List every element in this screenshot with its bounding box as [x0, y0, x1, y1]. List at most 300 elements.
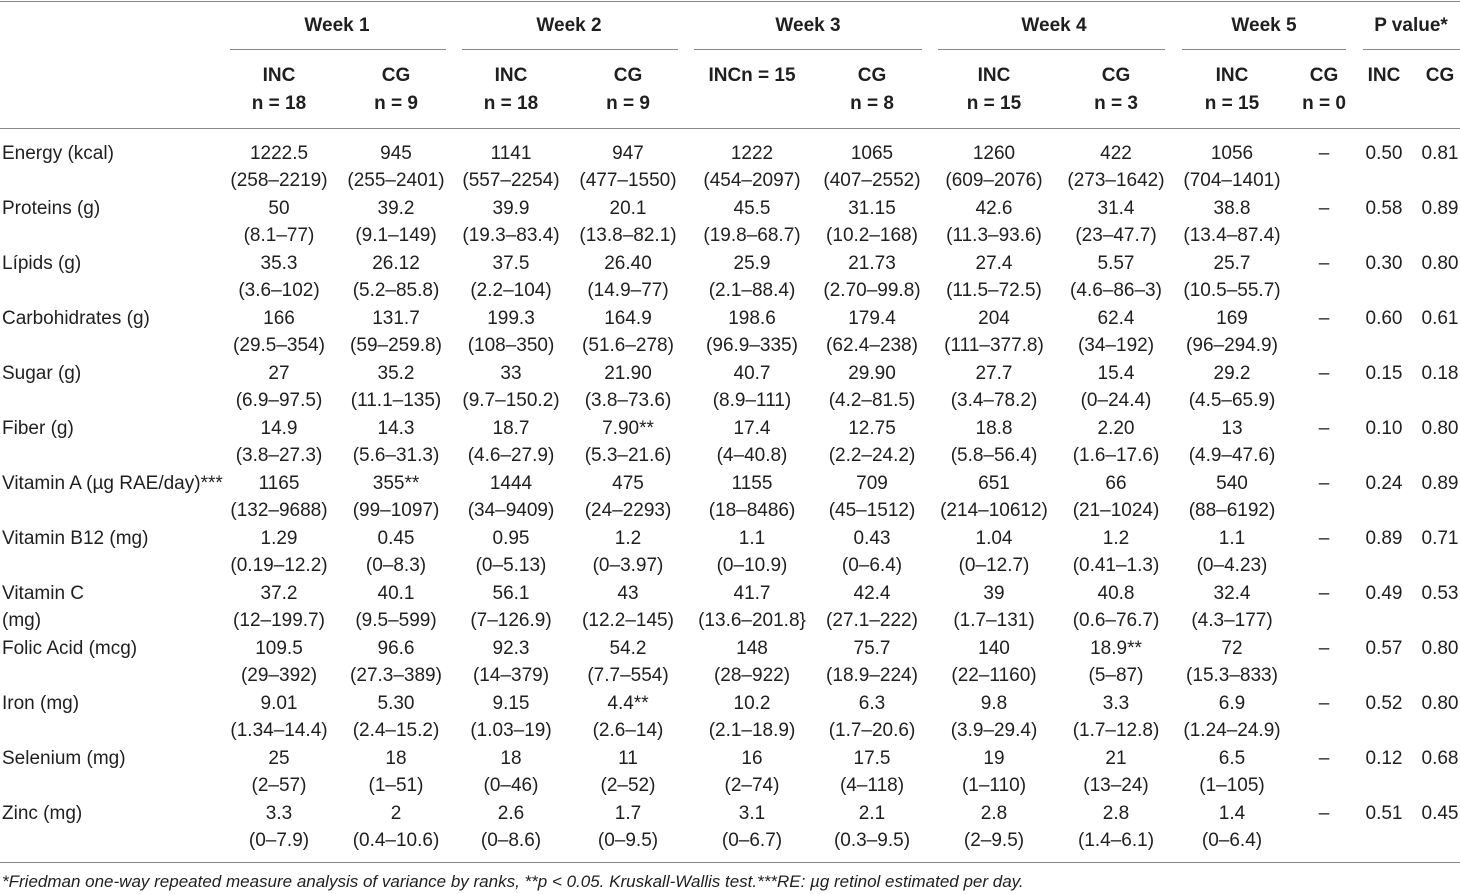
table-cell-range: (3.6–102)	[238, 280, 320, 301]
row-label: Vitamin C	[2, 583, 85, 604]
table-cell-value: 1.1	[1218, 528, 1246, 549]
table-cell-value: –	[1318, 748, 1330, 769]
table-cell-value: 0.68	[1421, 748, 1459, 769]
group-size: n = 8	[850, 93, 894, 114]
table-cell-value: 0.80	[1421, 418, 1459, 439]
table-cell-range: (0–9.5)	[597, 830, 659, 851]
table-cell-range: (2–57)	[251, 775, 307, 796]
table-cell-range: (10.5–55.7)	[1183, 280, 1281, 301]
group-header: CG	[613, 65, 643, 86]
table-cell-value: 6.3	[858, 693, 886, 714]
table-cell-value: 0.50	[1365, 143, 1403, 164]
table-cell-value: 17.5	[853, 748, 891, 769]
table-cell-value: 0.45	[1421, 803, 1459, 824]
week-header: Week 5	[1231, 15, 1297, 36]
table-cell-value: 66	[1105, 473, 1127, 494]
row-label: Carbohidrates (g)	[2, 308, 150, 329]
table-cell-value: 21	[1105, 748, 1127, 769]
table-cell-range: (1.7–20.6)	[828, 720, 916, 741]
table-cell-value: 0.81	[1421, 143, 1459, 164]
table-cell-value: 540	[1216, 473, 1248, 494]
table-cell-range: (108–350)	[467, 335, 555, 356]
table-cell-value: –	[1318, 143, 1330, 164]
table-cell-range: (19.3–83.4)	[462, 225, 560, 246]
week-header-underline	[462, 49, 678, 50]
group-header: CG	[381, 65, 411, 86]
table-cell-value: 37.2	[260, 583, 298, 604]
table-cell-range: (0.3–9.5)	[833, 830, 911, 851]
week-header-underline	[694, 49, 922, 50]
top-rule	[0, 1, 1460, 2]
table-cell-value: 35.3	[260, 253, 298, 274]
table-cell-range: (14.9–77)	[587, 280, 669, 301]
table-cell-value: 198.6	[728, 308, 776, 329]
table-cell-value: 0.58	[1365, 198, 1403, 219]
table-cell-value: 1.4	[1218, 803, 1246, 824]
table-cell-range: (96.9–335)	[706, 335, 798, 356]
table-cell-value: 96.6	[377, 638, 415, 659]
table-cell-range: (8.9–111)	[712, 390, 792, 411]
table-cell-value: –	[1318, 308, 1330, 329]
table-cell-value: 43	[617, 583, 639, 604]
table-cell-value: 27.7	[975, 363, 1013, 384]
table-cell-value: 1.2	[614, 528, 642, 549]
table-cell-value: 4.4**	[607, 693, 649, 714]
table-cell-value: –	[1318, 528, 1330, 549]
group-size: n = 18	[483, 93, 539, 114]
table-cell-value: 0.89	[1365, 528, 1403, 549]
table-cell-range: (8.1–77)	[243, 225, 315, 246]
table-cell-value: 54.2	[609, 638, 647, 659]
group-size: n = 0	[1302, 93, 1346, 114]
week-header-underline	[230, 49, 446, 50]
table-cell-range: (11.5–72.5)	[946, 280, 1042, 301]
table-cell-range: (0–5.13)	[475, 555, 547, 576]
table-cell-value: 50	[268, 198, 290, 219]
table-cell-value: 12.75	[848, 418, 896, 439]
table-cell-range: (96–294.9)	[1186, 335, 1278, 356]
table-cell-range: (3.8–73.6)	[584, 390, 672, 411]
table-cell-value: 17.4	[733, 418, 771, 439]
table-cell-range: (704–1401)	[1183, 170, 1281, 191]
table-cell-value: 13	[1221, 418, 1243, 439]
table-cell-range: (0–3.97)	[592, 555, 664, 576]
table-cell-range: (1.03–19)	[470, 720, 552, 741]
table-cell-value: 204	[978, 308, 1010, 329]
table-cell-range: (5–87)	[1088, 665, 1144, 686]
table-cell-range: (0–12.7)	[958, 555, 1030, 576]
table-cell-range: (0–6.4)	[1201, 830, 1263, 851]
table-cell-range: (18.9–224)	[826, 665, 918, 686]
table-cell-value: 21.73	[848, 253, 896, 274]
table-cell-range: (9.1–149)	[355, 225, 437, 246]
table-cell-range: (2.2–24.2)	[828, 445, 916, 466]
table-cell-range: (4.6–27.9)	[467, 445, 555, 466]
group-header: CG	[1101, 65, 1131, 86]
table-cell-range: (1.7–131)	[953, 610, 1035, 631]
table-cell-range: (132–9688)	[230, 500, 328, 521]
table-cell-range: (4.2–81.5)	[828, 390, 916, 411]
table-cell-value: 109.5	[255, 638, 303, 659]
table-cell-value: 1.1	[738, 528, 766, 549]
table-cell-value: 40.7	[733, 363, 771, 384]
table-cell-range: (27.1–222)	[826, 610, 918, 631]
table-cell-range: (557–2254)	[462, 170, 560, 191]
week-header: Week 4	[1021, 15, 1087, 36]
row-label: Lípids (g)	[2, 253, 82, 274]
table-cell-range: (27.3–389)	[350, 665, 442, 686]
table-cell-range: (4.9–47.6)	[1188, 445, 1276, 466]
row-label: Selenium (mg)	[2, 748, 126, 769]
table-cell-range: (1–51)	[368, 775, 424, 796]
table-cell-range: (0–46)	[483, 775, 539, 796]
table-cell-range: (13–24)	[1083, 775, 1149, 796]
table-cell-range: (2.6–14)	[592, 720, 664, 741]
table-cell-value: 18	[500, 748, 522, 769]
table-cell-value: 1444	[489, 473, 533, 494]
table-cell-range: (34–192)	[1077, 335, 1155, 356]
group-size: n = 3	[1094, 93, 1138, 114]
group-header: INC	[1215, 65, 1249, 86]
group-header: INCn = 15	[708, 65, 796, 86]
table-cell-value: 42.4	[853, 583, 891, 604]
table-cell-range: (477–1550)	[579, 170, 677, 191]
table-cell-range: (1.4–6.1)	[1077, 830, 1155, 851]
table-cell-value: 0.52	[1365, 693, 1403, 714]
table-cell-range: (0–7.9)	[248, 830, 310, 851]
table-cell-value: 15.4	[1097, 363, 1135, 384]
table-cell-range: (2.4–15.2)	[352, 720, 440, 741]
table-cell-value: 1.7	[614, 803, 642, 824]
table-cell-value: 179.4	[848, 308, 896, 329]
table-cell-value: 16	[741, 748, 763, 769]
table-cell-value: 2	[390, 803, 402, 824]
table-cell-value: 25.9	[733, 253, 771, 274]
table-cell-range: (19.8–68.7)	[703, 225, 801, 246]
table-cell-value: 1222.5	[249, 143, 309, 164]
table-cell-value: 39	[983, 583, 1005, 604]
table-cell-value: 41.7	[733, 583, 771, 604]
table-cell-range: (23–47.7)	[1075, 225, 1157, 246]
table-cell-value: 3.3	[1102, 693, 1130, 714]
table-cell-range: (4–118)	[839, 775, 905, 796]
table-cell-value: –	[1318, 803, 1330, 824]
header-rule	[0, 128, 1460, 129]
table-footnote: *Friedman one-way repeated measure analysis of variance by ranks, **p < 0.05. Kruskall-Wallis test.***RE: µg retinol estimated per day.	[2, 872, 1024, 891]
table-cell-range: (5.8–56.4)	[950, 445, 1038, 466]
table-cell-range: (14–379)	[472, 665, 550, 686]
table-cell-range: (15.3–833)	[1186, 665, 1278, 686]
table-cell-value: 0.95	[492, 528, 530, 549]
table-cell-value: –	[1318, 363, 1330, 384]
table-cell-value: 1056	[1210, 143, 1254, 164]
table-cell-value: 0.80	[1421, 253, 1459, 274]
table-cell-range: (0.6–76.7)	[1072, 610, 1160, 631]
group-header: INC	[1367, 65, 1401, 86]
table-cell-range: (12.2–145)	[582, 610, 674, 631]
table-cell-range: (2.1–88.4)	[708, 280, 796, 301]
table-cell-range: (2–52)	[600, 775, 656, 796]
table-cell-range: (34–9409)	[467, 500, 555, 521]
table-cell-value: 27.4	[975, 253, 1013, 274]
table-cell-value: 2.8	[980, 803, 1008, 824]
group-size: n = 9	[606, 93, 650, 114]
table-cell-range: (0–8.3)	[365, 555, 427, 576]
table-cell-range: (62.4–238)	[826, 335, 918, 356]
table-cell-value: 0.60	[1365, 308, 1403, 329]
table-cell-range: (11.1–135)	[350, 390, 442, 411]
table-cell-range: (88–6192)	[1188, 500, 1276, 521]
table-cell-value: 27	[268, 363, 290, 384]
table-cell-range: (0–10.9)	[716, 555, 788, 576]
table-cell-range: (1.7–12.8)	[1072, 720, 1160, 741]
table-cell-value: 75.7	[853, 638, 891, 659]
table-cell-value: 1155	[731, 473, 773, 494]
table-cell-range: (214–10612)	[940, 500, 1048, 521]
table-cell-range: (0–6.4)	[841, 555, 903, 576]
table-cell-range: (18–8486)	[708, 500, 796, 521]
table-cell-range: (0.4–10.6)	[352, 830, 440, 851]
table-cell-value: 10.2	[733, 693, 771, 714]
table-cell-range: (9.5–599)	[355, 610, 437, 631]
table-cell-value: 0.61	[1421, 308, 1459, 329]
table-cell-value: 39.9	[492, 198, 530, 219]
week-header: Week 2	[536, 15, 602, 36]
table-cell-range: (2.2–104)	[470, 280, 552, 301]
table-cell-range: (609–2076)	[945, 170, 1043, 191]
table-cell-value: 0.12	[1365, 748, 1403, 769]
table-cell-value: 1222	[730, 143, 774, 164]
table-cell-value: 3.3	[265, 803, 293, 824]
table-cell-range: (407–2552)	[823, 170, 921, 191]
table-cell-value: 9.15	[492, 693, 530, 714]
table-cell-range: (7–126.9)	[470, 610, 552, 631]
table-cell-value: 709	[856, 473, 888, 494]
table-cell-value: 0.15	[1365, 363, 1403, 384]
table-cell-range: (5.6–31.3)	[352, 445, 440, 466]
row-label: Vitamin A (µg RAE/day)***	[2, 473, 223, 494]
group-header: INC	[977, 65, 1011, 86]
table-cell-range: (0–4.23)	[1196, 555, 1268, 576]
table-cell-value: 355**	[372, 473, 420, 494]
table-cell-value: 651	[978, 473, 1010, 494]
week-header-underline	[938, 49, 1165, 50]
table-cell-value: 2.6	[497, 803, 525, 824]
table-cell-value: 1.2	[1102, 528, 1130, 549]
table-cell-value: –	[1318, 253, 1330, 274]
table-cell-range: (6.9–97.5)	[235, 390, 323, 411]
table-cell-value: 25.7	[1213, 253, 1251, 274]
table-cell-value: 199.3	[487, 308, 535, 329]
table-cell-range: (1–105)	[1199, 775, 1265, 796]
table-cell-value: 0.43	[853, 528, 891, 549]
table-cell-value: 0.45	[377, 528, 415, 549]
group-header: CG	[857, 65, 887, 86]
table-cell-range: (2–74)	[724, 775, 780, 796]
table-cell-value: 148	[736, 638, 768, 659]
table-cell-range: (0–24.4)	[1080, 390, 1152, 411]
bottom-rule	[0, 862, 1460, 863]
week-header-underline	[1182, 49, 1346, 50]
table-cell-range: (2.1–18.9)	[708, 720, 796, 741]
table-cell-value: –	[1318, 693, 1330, 714]
table-cell-range: (4.3–177)	[1191, 610, 1273, 631]
table-cell-value: 45.5	[733, 198, 771, 219]
table-cell-value: 38.8	[1213, 198, 1251, 219]
table-cell-value: 0.89	[1421, 198, 1459, 219]
week-header: P value*	[1374, 15, 1448, 36]
table-cell-range: (4.6–86–3)	[1070, 280, 1162, 301]
table-cell-value: 0.80	[1421, 693, 1459, 714]
table-cell-value: 6.5	[1218, 748, 1246, 769]
row-label: Proteins (g)	[2, 198, 101, 219]
table-cell-range: (258–2219)	[230, 170, 328, 191]
row-label: Iron (mg)	[2, 693, 80, 714]
group-size: n = 18	[251, 93, 307, 114]
table-cell-value: –	[1318, 198, 1330, 219]
table-cell-value: 26.12	[372, 253, 420, 274]
table-cell-value: 2.20	[1097, 418, 1135, 439]
week-header: Week 1	[304, 15, 370, 36]
table-cell-value: 14.9	[260, 418, 298, 439]
table-cell-value: 1260	[972, 143, 1016, 164]
table-cell-value: 1165	[258, 473, 300, 494]
table-cell-range: (0–8.6)	[480, 830, 542, 851]
table-cell-range: (3.9–29.4)	[950, 720, 1038, 741]
table-cell-value: 1.29	[260, 528, 298, 549]
table-cell-range: (9.7–150.2)	[462, 390, 560, 411]
table-cell-value: 5.57	[1097, 253, 1135, 274]
table-cell-value: 0.24	[1365, 473, 1403, 494]
table-cell-value: 62.4	[1097, 308, 1135, 329]
row-label: Zinc (mg)	[2, 803, 83, 824]
table-cell-value: 18.9**	[1090, 638, 1142, 659]
table-cell-range: (29–392)	[240, 665, 318, 686]
group-size: n = 15	[966, 93, 1022, 114]
table-cell-value: 1141	[490, 143, 532, 164]
table-cell-range: (1.34–14.4)	[230, 720, 328, 741]
table-cell-value: 92.3	[492, 638, 530, 659]
table-cell-range: (4–40.8)	[716, 445, 788, 466]
table-cell-value: 475	[612, 473, 644, 494]
table-cell-value: 3.1	[738, 803, 766, 824]
table-cell-value: 0.10	[1365, 418, 1403, 439]
row-label: Energy (kcal)	[2, 143, 114, 164]
week-header: Week 3	[775, 15, 841, 36]
table-cell-value: –	[1318, 418, 1330, 439]
table-cell-range: (0–6.7)	[721, 830, 783, 851]
group-header: INC	[494, 65, 528, 86]
table-cell-value: 18.8	[975, 418, 1013, 439]
table-cell-value: 9.01	[260, 693, 298, 714]
table-cell-value: 0.49	[1365, 583, 1403, 604]
table-cell-value: 164.9	[604, 308, 652, 329]
table-cell-range: (0.41–1.3)	[1072, 555, 1160, 576]
table-cell-value: –	[1318, 473, 1330, 494]
table-cell-value: 0.80	[1421, 638, 1459, 659]
table-cell-range: (0.19–12.2)	[230, 555, 328, 576]
table-cell-range: (24–2293)	[584, 500, 672, 521]
table-cell-range: (7.7–554)	[587, 665, 669, 686]
table-cell-value: 37.5	[492, 253, 530, 274]
table-cell-value: 166	[263, 308, 295, 329]
table-cell-value: 18	[385, 748, 407, 769]
table-cell-range: (1.24–24.9)	[1183, 720, 1281, 741]
group-size: n = 15	[1204, 93, 1260, 114]
table-cell-value: 7.90**	[602, 418, 654, 439]
table-cell-range: (4.5–65.9)	[1188, 390, 1276, 411]
table-cell-value: 11	[618, 748, 638, 769]
table-cell-value: 56.1	[492, 583, 530, 604]
table-cell-range: (45–1512)	[828, 500, 916, 521]
table-cell-value: 35.2	[377, 363, 415, 384]
table-cell-value: 29.2	[1213, 363, 1251, 384]
table-cell-range: (21–1024)	[1072, 500, 1160, 521]
table-cell-value: 0.57	[1365, 638, 1403, 659]
table-cell-value: –	[1318, 638, 1330, 659]
table-cell-range: (22–1160)	[951, 665, 1037, 686]
table-cell-value: 26.40	[604, 253, 652, 274]
row-label: Fiber (g)	[2, 418, 74, 439]
table-cell-range: (10.2–168)	[826, 225, 918, 246]
table-cell-value: 9.8	[980, 693, 1008, 714]
table-cell-value: 29.90	[848, 363, 896, 384]
table-cell-range: (59–259.8)	[350, 335, 442, 356]
table-cell-range: (3.8–27.3)	[235, 445, 323, 466]
table-cell-range: (255–2401)	[347, 170, 445, 191]
table-cell-value: 19	[983, 748, 1005, 769]
table-cell-value: 42.6	[975, 198, 1013, 219]
table-cell-range: (3.4–78.2)	[950, 390, 1038, 411]
table-cell-value: 1065	[850, 143, 894, 164]
table-cell-value: 31.4	[1097, 198, 1135, 219]
table-cell-range: (28–922)	[713, 665, 791, 686]
row-label: Vitamin B12 (mg)	[2, 528, 149, 549]
table-cell-value: 33	[500, 363, 522, 384]
table-cell-range: (454–2097)	[703, 170, 801, 191]
table-cell-range: (5.3–21.6)	[584, 445, 672, 466]
table-cell-range: (99–1097)	[352, 500, 440, 521]
table-cell-range: (11.3–93.6)	[946, 225, 1042, 246]
table-cell-value: 422	[1100, 143, 1132, 164]
table-cell-range: (111–377.8)	[944, 335, 1044, 356]
table-cell-value: 20.1	[609, 198, 647, 219]
table-cell-value: 39.2	[377, 198, 415, 219]
table-cell-value: 140	[978, 638, 1010, 659]
table-cell-value: 0.18	[1421, 363, 1459, 384]
table-cell-value: 945	[380, 143, 412, 164]
table-cell-range: (1.6–17.6)	[1072, 445, 1160, 466]
row-label: Sugar (g)	[2, 363, 82, 384]
table-cell-range: (273–1642)	[1067, 170, 1165, 191]
table-cell-value: 18.7	[492, 418, 530, 439]
table-cell-range: (2–9.5)	[963, 830, 1025, 851]
table-cell-value: 40.1	[377, 583, 415, 604]
group-header: CG	[1309, 65, 1339, 86]
table-cell-range: (13.8–82.1)	[579, 225, 677, 246]
table-cell-value: 72	[1221, 638, 1243, 659]
table-cell-value: 5.30	[377, 693, 415, 714]
table-cell-value: 6.9	[1218, 693, 1246, 714]
table-cell-value: 947	[612, 143, 644, 164]
table-cell-range: (1–110)	[961, 775, 1027, 796]
table-cell-range: (13.4–87.4)	[1183, 225, 1281, 246]
table-cell-value: 169	[1216, 308, 1248, 329]
table-cell-value: 0.71	[1421, 528, 1459, 549]
table-cell-value: 40.8	[1097, 583, 1135, 604]
table-cell-value: 0.89	[1421, 473, 1459, 494]
table-cell-value: 0.53	[1421, 583, 1459, 604]
